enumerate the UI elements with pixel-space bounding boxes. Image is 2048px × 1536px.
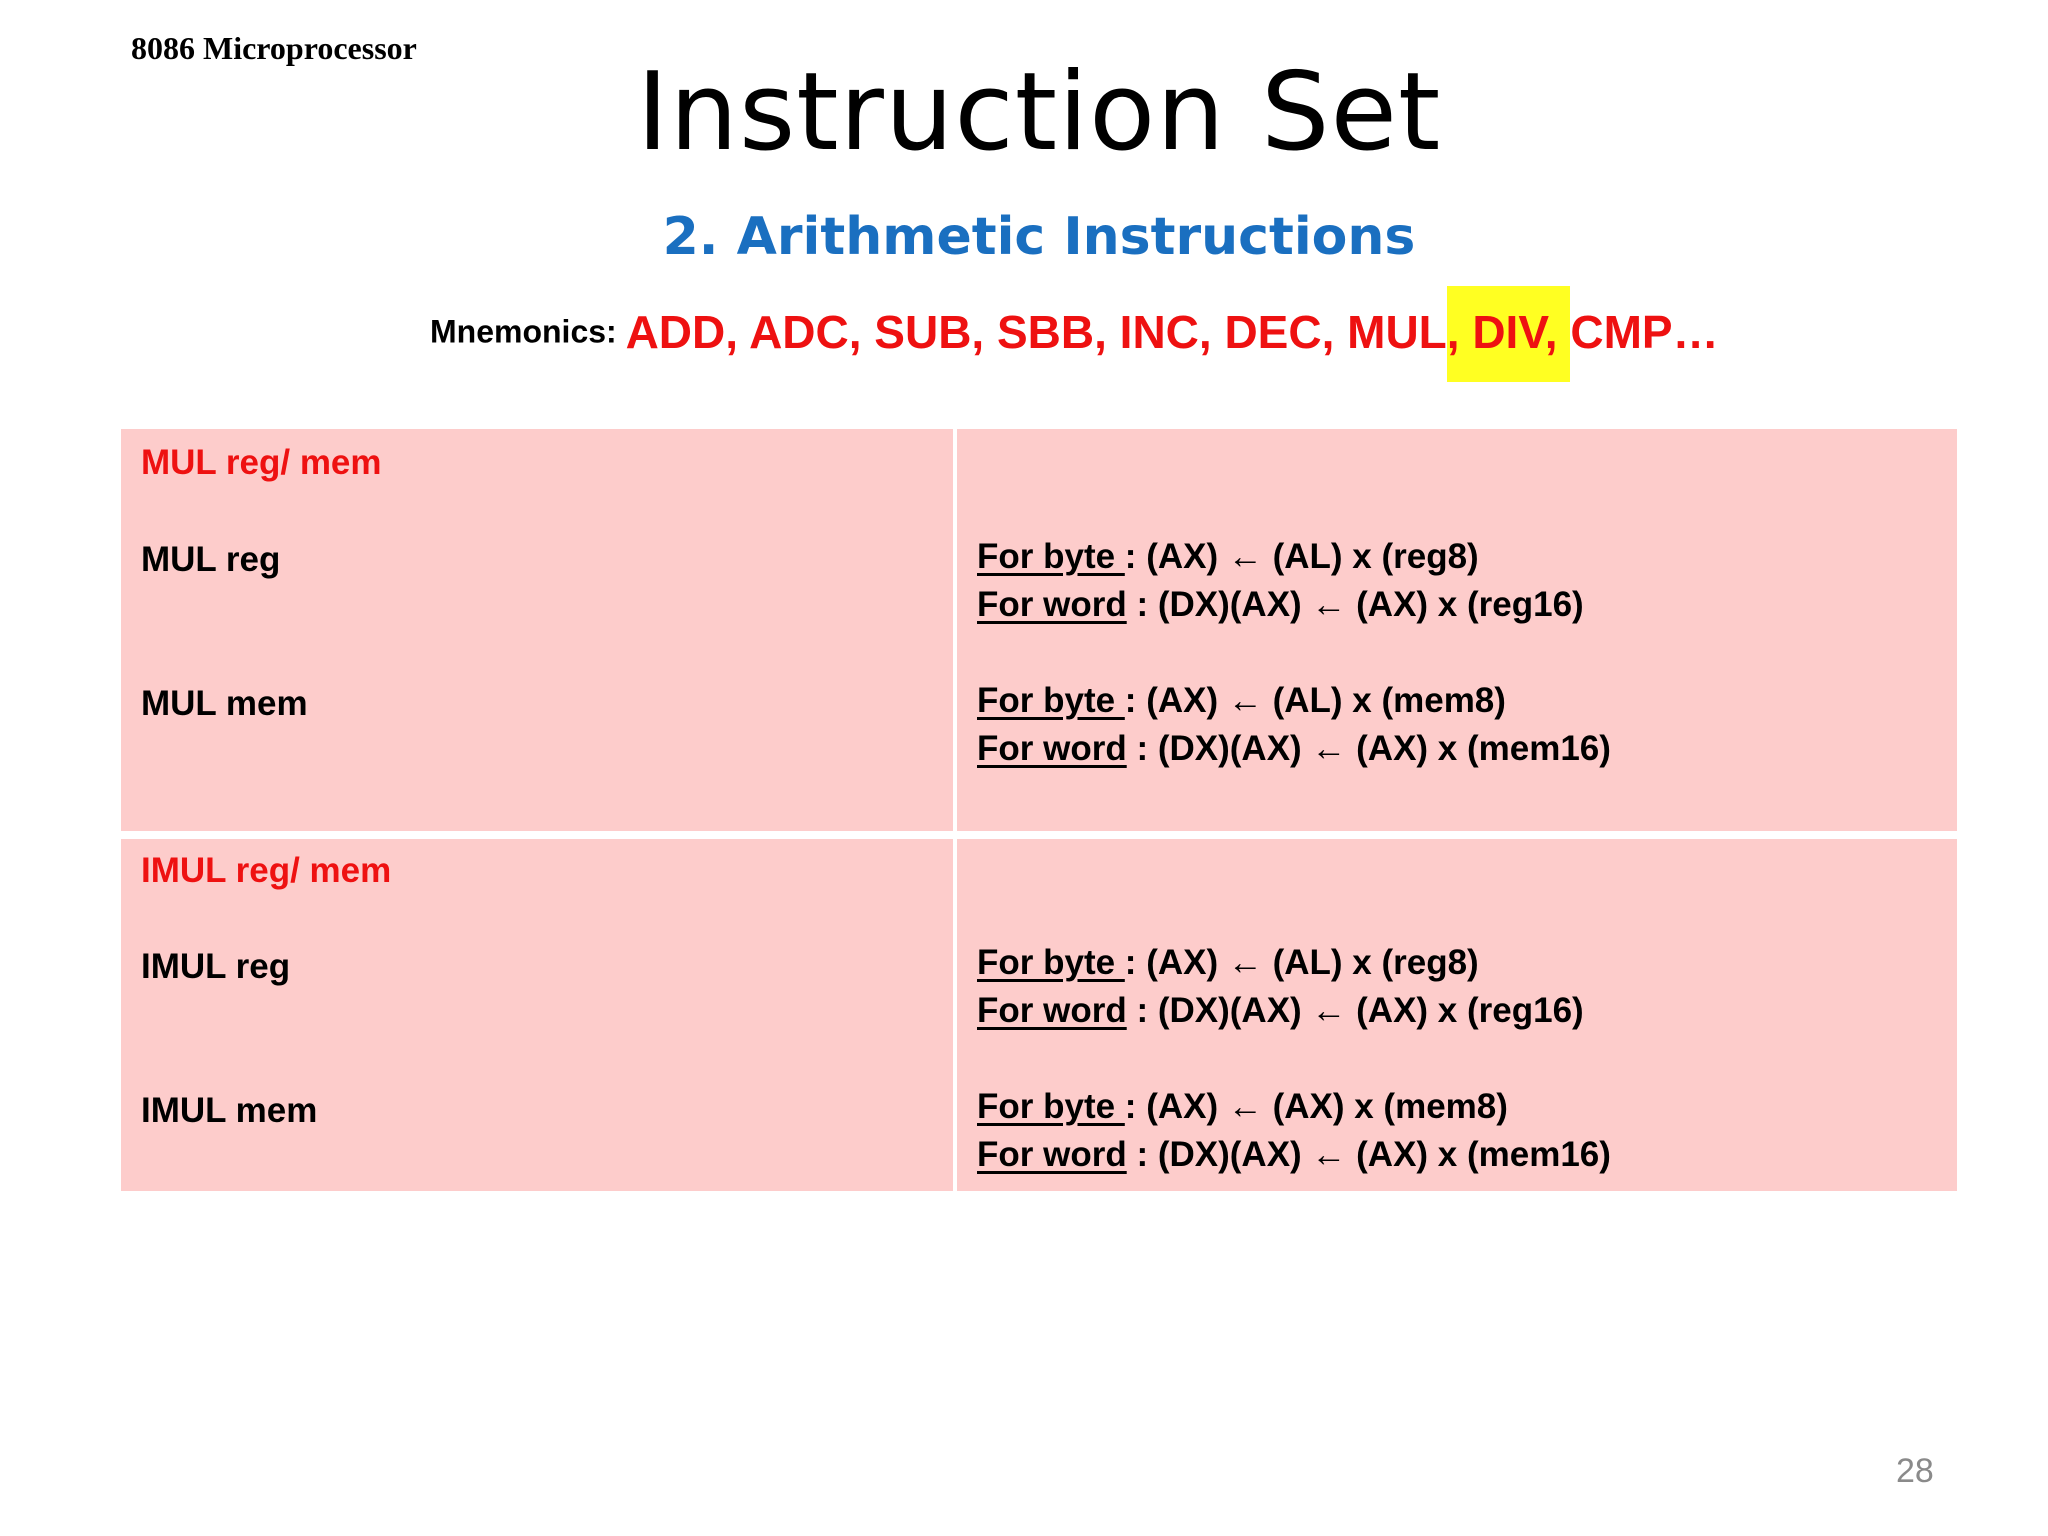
mnemonics-line — [430, 305, 1719, 359]
imul-reg-word-expr: (DX)(AX) ← (AX) x (reg16) — [1157, 991, 1584, 1030]
mul-heading: MUL reg/ mem — [141, 443, 382, 482]
imul-mem-byte-expr: (AX) ← (AX) x (mem8) — [1146, 1087, 1508, 1126]
imul-reg-form: IMUL reg — [141, 947, 291, 986]
separator: : — [1124, 537, 1147, 576]
imul-right-cell — [957, 839, 1957, 1191]
imul-mem-byte-line — [977, 1083, 1508, 1131]
mnemonics-label: Mnemonics: — [430, 313, 626, 350]
slide-title: Instruction Set — [636, 50, 1442, 175]
for-word-label: For word — [977, 729, 1127, 768]
mul-reg-byte-expr: (AX) ← (AL) x (reg8) — [1146, 537, 1479, 576]
imul-reg-word-line — [977, 987, 1584, 1035]
imul-mem-word-expr: (DX)(AX) ← (AX) x (mem16) — [1157, 1135, 1611, 1174]
imul-reg-byte-expr: (AX) ← (AL) x (reg8) — [1146, 943, 1479, 982]
for-byte-label: For byte — [977, 681, 1125, 720]
mul-mem-word-expr: (DX)(AX) ← (AX) x (mem16) — [1157, 729, 1611, 768]
for-word-label: For word — [977, 1135, 1127, 1174]
mul-reg-word-expr: (DX)(AX) ← (AX) x (reg16) — [1157, 585, 1584, 624]
separator: : — [1124, 681, 1147, 720]
mul-mem-form: MUL mem — [141, 684, 308, 723]
for-byte-label: For byte — [977, 1087, 1125, 1126]
mul-mem-word-line — [977, 725, 1611, 773]
imul-mem-word-line — [977, 1131, 1611, 1179]
for-word-label: For word — [977, 585, 1127, 624]
mul-reg-byte-line — [977, 533, 1479, 581]
mul-reg-word-line — [977, 581, 1584, 629]
mul-reg-form: MUL reg — [141, 540, 281, 579]
imul-heading: IMUL reg/ mem — [141, 851, 392, 890]
mul-right-cell — [957, 429, 1957, 831]
mnemonics-highlight: , DIV, — [1447, 286, 1571, 382]
mul-mem-byte-expr: (AX) ← (AL) x (mem8) — [1146, 681, 1506, 720]
separator: : — [1124, 1087, 1147, 1126]
mnemonics-list-end: CMP… — [1570, 306, 1719, 358]
for-byte-label: For byte — [977, 943, 1125, 982]
separator: : — [1126, 1135, 1158, 1174]
mnemonics-list — [626, 286, 1719, 382]
separator: : — [1126, 991, 1158, 1030]
separator: : — [1126, 585, 1158, 624]
mul-mem-byte-line — [977, 677, 1506, 725]
for-word-label: For word — [977, 991, 1127, 1030]
for-byte-label: For byte — [977, 537, 1125, 576]
slide-subtitle: 2. Arithmetic Instructions — [662, 207, 1416, 267]
page-number: 28 — [1896, 1452, 1934, 1490]
separator: : — [1126, 729, 1158, 768]
imul-reg-byte-line — [977, 939, 1479, 987]
imul-left-cell — [121, 839, 957, 1191]
course-label: 8086 Microprocessor — [131, 30, 417, 66]
mul-left-cell — [121, 429, 957, 831]
instruction-table — [121, 429, 1957, 1191]
mnemonics-list-start: ADD, ADC, SUB, SBB, INC, DEC, MUL — [625, 306, 1447, 358]
separator: : — [1124, 943, 1147, 982]
imul-mem-form: IMUL mem — [141, 1091, 318, 1130]
